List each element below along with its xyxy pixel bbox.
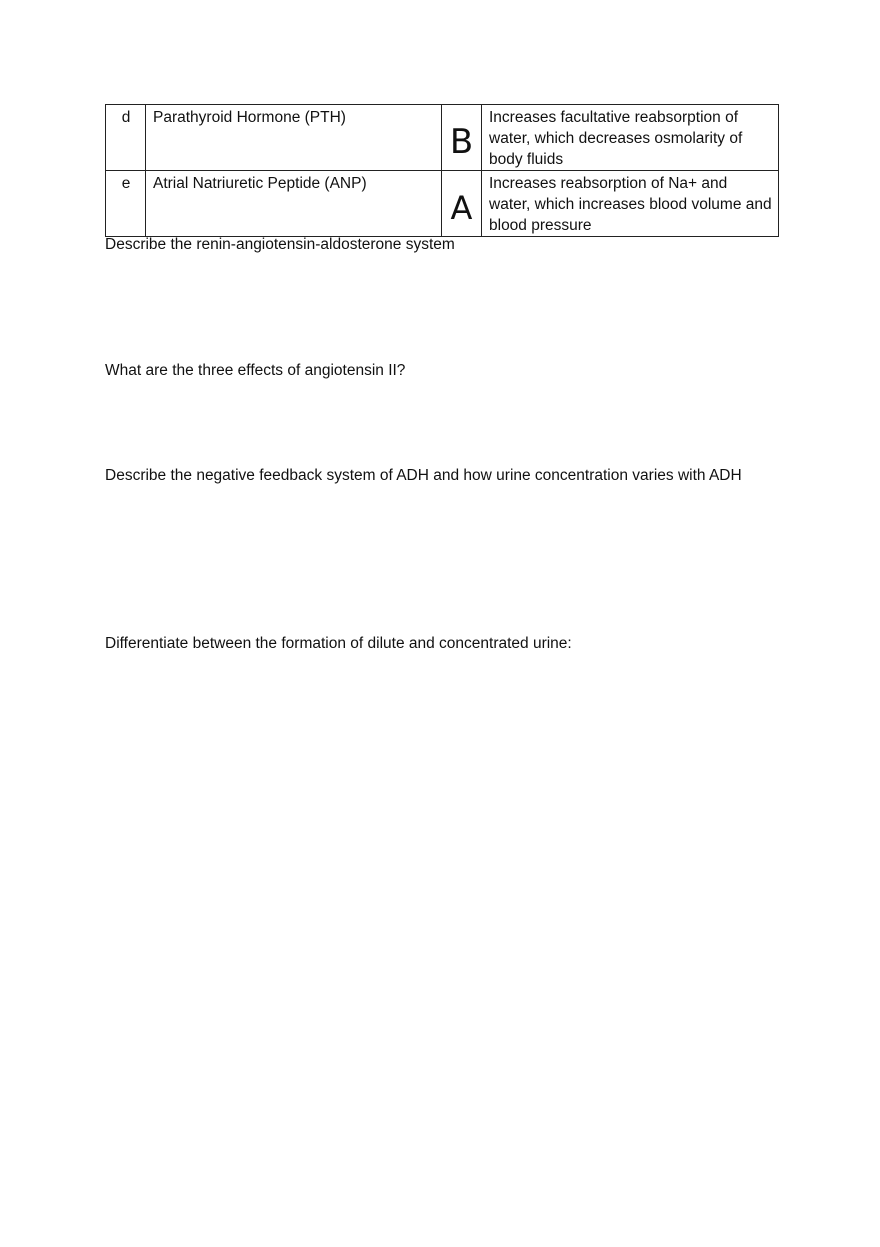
hormone-name: Parathyroid Hormone (PTH) (146, 105, 442, 171)
question-angiotensin-effects: What are the three effects of angiotensin II? (105, 362, 406, 379)
handwritten-answer: A (450, 189, 473, 227)
hormone-effect: Increases reabsorption of Na+ and water, which increases blood volume and blood pressure (482, 171, 779, 237)
table-row (106, 105, 779, 171)
table-row (106, 171, 779, 237)
row-letter: d (106, 105, 146, 171)
question-adh-feedback: Describe the negative feedback system of ADH and how urine concentration varies with ADH (105, 467, 742, 484)
handwritten-answer: B (449, 122, 474, 162)
answer-box[interactable] (442, 105, 482, 171)
hormone-name: Atrial Natriuretic Peptide (ANP) (146, 171, 442, 237)
row-letter: e (106, 171, 146, 237)
hormone-effect: Increases facultative reabsorption of water, which decreases osmolarity of body fluids (482, 105, 779, 171)
hormone-matching-table (105, 104, 779, 237)
answer-box[interactable] (442, 171, 482, 237)
question-dilute-concentrated-urine: Differentiate between the formation of dilute and concentrated urine: (105, 635, 572, 652)
question-raas: Describe the renin-angiotensin-aldosterone system (105, 236, 455, 253)
